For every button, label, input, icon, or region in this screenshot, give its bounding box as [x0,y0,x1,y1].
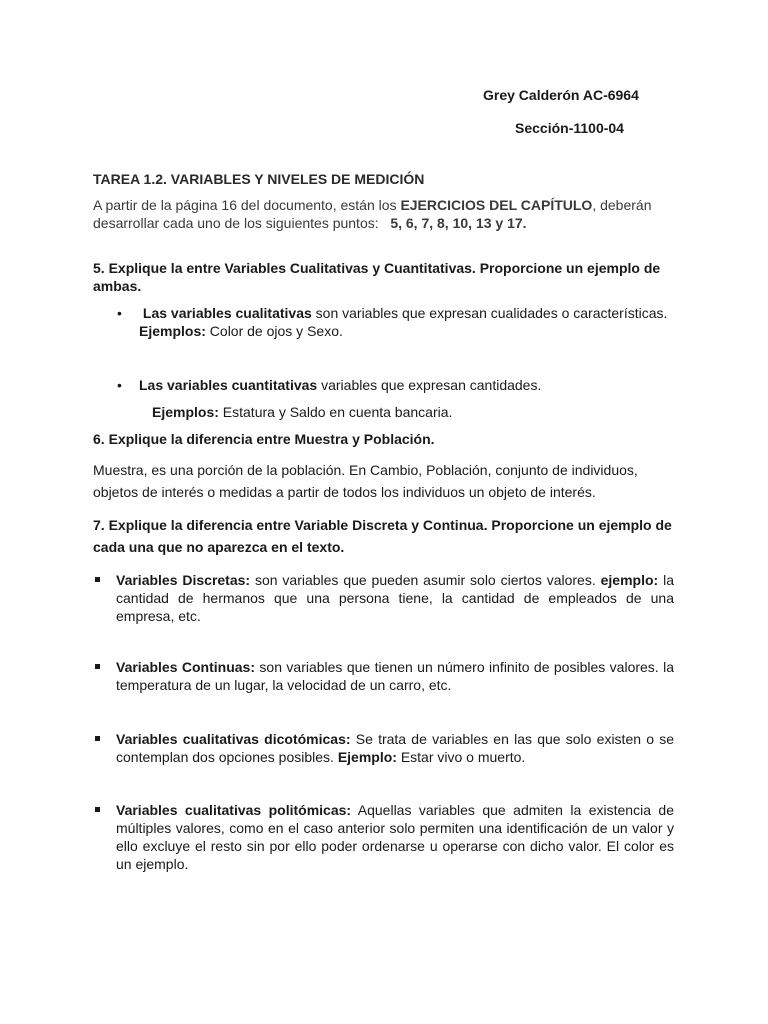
q5-b1-text: son variables que expresan cualidades o características. [311,305,668,321]
q5-bullet-2-example [152,403,682,421]
q7-item-3 [116,730,674,766]
q5-b2-bold: Las variables cuantitativas [139,377,318,393]
intro-paragraph [93,196,683,232]
square-bullet-icon [95,736,100,741]
q5-b2-example-label: Ejemplos: [152,404,219,420]
intro-text-a: A partir de la página 16 del documento, están los [93,197,401,213]
q7-item-4-bold: Variables cualitativas politómicas: [116,802,352,818]
q7-item-4 [116,801,674,873]
q7-item-3-bold2: Ejemplo: [337,749,397,765]
bullet-dot-icon: • [117,305,122,321]
intro-text-b: , deberán desarrollar cada uno de los siguientes puntos: [93,197,652,231]
q7-item-1-bold: Variables Discretas: [116,572,251,588]
question-7: 7. Explique la diferencia entre Variable Discreta y Continua. Proporcione un ejemplo de cada una que no aparezca en el texto. [93,517,672,555]
q6-answer: Muestra, es una porción de la población. En Cambio, Población, conjunto de individuos, objetos de interés o medidas a partir de todos los individuos un objeto de interés. [93,462,638,500]
q7-item-1 [116,571,674,625]
q7-item-2-bold: Variables Continuas: [116,659,256,675]
q7-item-2-text: son variables que tienen un número infinito de posibles valores. la temperatura de un lugar, la velocidad de un carro, etc. [116,659,674,693]
page-title: TAREA 1.2. VARIABLES Y NIVELES DE MEDICIÓN [93,171,425,187]
q7-item-2 [116,658,674,694]
question-6: 6. Explique la diferencia entre Muestra y Población. [93,431,435,447]
q5-b1-example-text: Color de ojos y Sexo. [205,323,343,339]
q7-item-1-bold2: ejemplo: [600,572,659,588]
intro-bold-b: 5, 6, 7, 8, 10, 13 y 17. [390,215,527,231]
q7-item-3-text2: Estar vivo o muerto. [396,749,526,765]
bullet-dot-icon: • [117,377,122,393]
q7-item-1-text: son variables que pueden asumir solo ciertos valores. [250,572,601,588]
author-name: Grey Calderón AC-6964 [483,87,639,103]
q5-b1-example-label: Ejemplos: [139,323,206,339]
q7-item-1-text2: la cantidad de hermanos que una persona tiene, la cantidad de empleados de una empresa, etc. [116,572,674,624]
question-5: 5. Explique la entre Variables Cualitativas y Cuantitativas. Proporcione un ejemplo de ambas. [93,260,661,294]
q7-item-4-text: Aquellas variables que admiten la existencia de múltiples valores, como en el caso anterior solo permiten una identificación de un valor y ello excluye el resto sin por ello poder ordenarse u operarse con dicho valor. El color es un ejemplo. [116,802,674,872]
q5-bullet-1 [139,304,684,340]
q7-item-3-bold: Variables cualitativas dicotómicas: [116,731,351,747]
intro-bold-a: EJERCICIOS DEL CAPÍTULO [400,197,593,213]
q5-b1-bold: Las variables cualitativas [142,305,312,321]
q5-bullet-2 [139,376,684,394]
section-code: Sección-1100-04 [515,120,624,136]
square-bullet-icon [95,807,100,812]
q5-b2-text: variables que expresan cantidades. [317,377,542,393]
q5-b2-example-text: Estatura y Saldo en cuenta bancaria. [218,404,453,420]
square-bullet-icon [95,664,100,669]
q7-item-3-text: Se trata de variables en las que solo existen o se contemplan dos opciones posibles. [116,731,674,765]
square-bullet-icon [95,577,100,582]
